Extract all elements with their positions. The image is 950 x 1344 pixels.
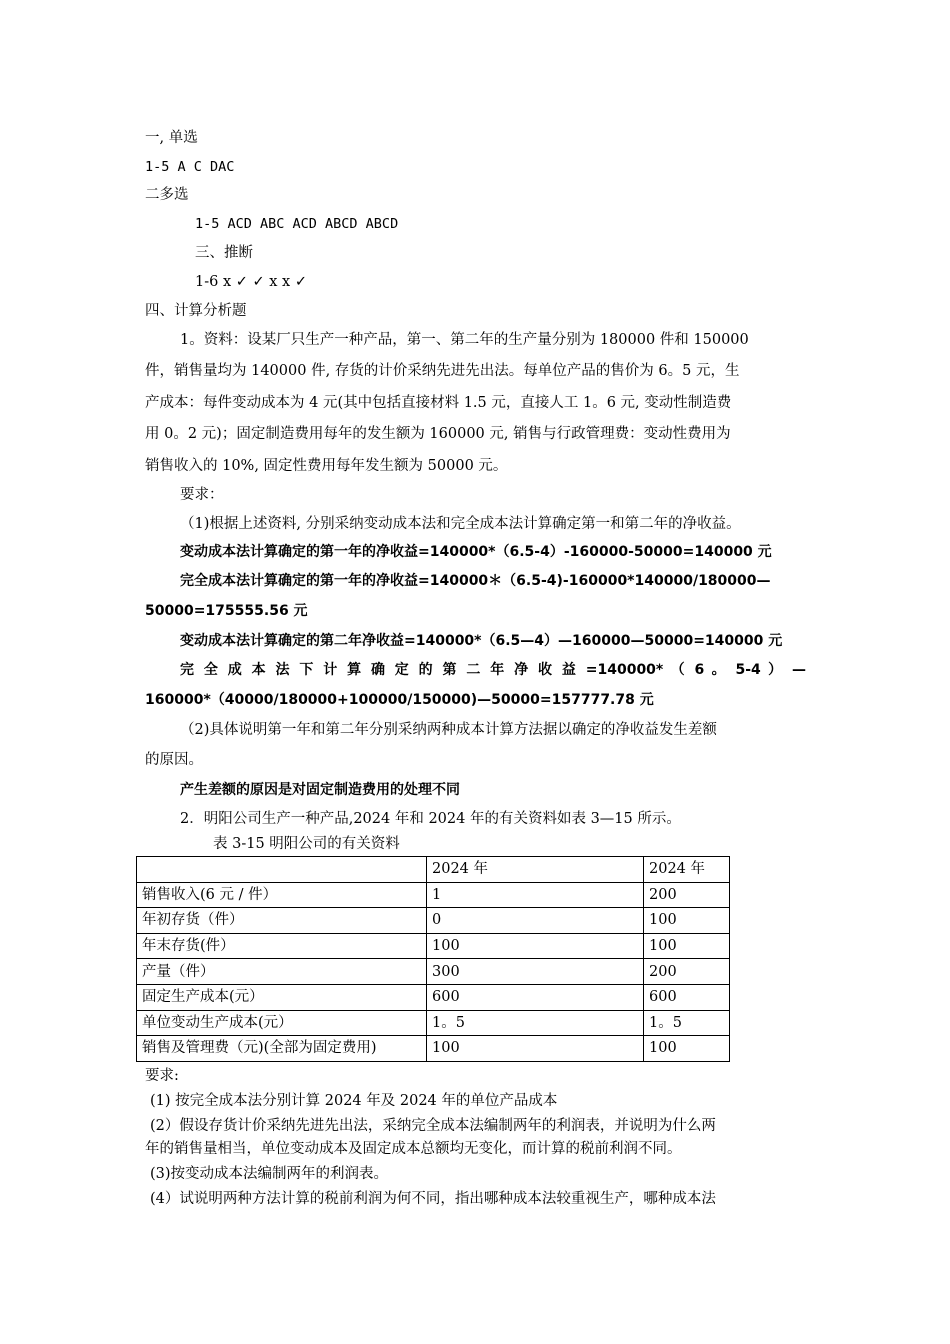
- table-row: [137, 908, 730, 934]
- table-cell: 单位变动生产成本(元）: [137, 1010, 427, 1036]
- section-3-title: 三、推断: [195, 245, 253, 261]
- table-header-cell: 2024 年: [427, 857, 644, 883]
- table-caption: 表 3-15 明阳公司的有关资料: [213, 836, 400, 852]
- table-cell: 100: [427, 933, 644, 959]
- q1-text-line: 件，销售量均为 140000 件, 存货的计价采纳先进先出法。每单位产品的售价为 6。5 元，生: [145, 363, 740, 379]
- q2-requirement: 年的销售量相当，单位变动成本及固定成本总额均无变化，而计算的税前利润不同。: [145, 1141, 682, 1157]
- table-cell: 产量（件）: [137, 959, 427, 985]
- table-cell: 300: [427, 959, 644, 985]
- data-table: [136, 856, 730, 1062]
- table-cell: 100: [427, 1036, 644, 1062]
- table-cell: 销售收入(6 元 / 件）: [137, 882, 427, 908]
- q2-requirement: (1) 按完全成本法分别计算 2024 年及 2024 年的单位产品成本: [150, 1093, 558, 1109]
- table-row: [137, 984, 730, 1010]
- q1-text-line: 用 0。2 元)；固定制造费用每年的发生额为 160000 元, 销售与行政管理费：变动性费用为: [145, 426, 731, 442]
- table-row: [137, 1036, 730, 1062]
- answer-line: 完全成本法计算确定的第一年的净收益=140000＊（6.5-4)-160000*140000/180000—: [180, 573, 771, 589]
- table-row: [137, 1010, 730, 1036]
- answer-line: 变动成本法计算确定的第一年的净收益=140000*（6.5-4）-160000-50000=140000 元: [180, 544, 772, 560]
- table-cell: 200: [644, 959, 730, 985]
- table-cell: 年初存货（件）: [137, 908, 427, 934]
- answer-line: 160000*（40000/180000+100000/150000)—50000=157777.78 元: [145, 692, 654, 708]
- table-header-cell: [137, 857, 427, 883]
- section-1-title: 一, 单选: [145, 130, 198, 146]
- table-row: [137, 959, 730, 985]
- q2-intro: 2．明阳公司生产一种产品,2024 年和 2024 年的有关资料如表 3—15 所示。: [180, 811, 681, 827]
- table-cell: 销售及管理费（元)(全部为固定费用): [137, 1036, 427, 1062]
- table-cell: 年末存货(件）: [137, 933, 427, 959]
- table-header-row: [137, 857, 730, 883]
- table-cell: 100: [644, 1036, 730, 1062]
- answer-line: 完 全 成 本 法 下 计 算 确 定 的 第 二 年 净 收 益 =140000* （ 6 。 5-4 ） —: [180, 662, 806, 678]
- table-cell: 600: [644, 984, 730, 1010]
- table-cell: 200: [644, 882, 730, 908]
- q1-requirement-2: 的原因。: [145, 752, 203, 768]
- section-2-answers: 1-5 ACD ABC ACD ABCD ABCD: [195, 216, 399, 232]
- answer-2: 产生差额的原因是对固定制造费用的处理不同: [180, 782, 460, 798]
- answer-line: 50000=175555.56 元: [145, 603, 308, 619]
- q2-requirement: (2）假设存货计价采纳先进先出法，采纳完全成本法编制两年的利润表，并说明为什么两: [150, 1118, 716, 1134]
- section-3-answers: 1-6 x ✓ ✓ x x ✓: [195, 274, 307, 290]
- table-row: [137, 933, 730, 959]
- q1-text-line: 产成本：每件变动成本为 4 元(其中包括直接材料 1.5 元，直接人工 1。6 元, 变动性制造费: [145, 395, 732, 411]
- section-2-title: 二多选: [145, 187, 189, 203]
- section-4-title: 四、计算分析题: [145, 303, 247, 319]
- answer-line: 变动成本法计算确定的第二年净收益=140000*（6.5—4）—160000—50000=140000 元: [180, 633, 783, 649]
- table-cell: 1。5: [644, 1010, 730, 1036]
- q1-requirement-2: （2)具体说明第一年和第二年分别采纳两种成本计算方法据以确定的净收益发生差额: [180, 722, 717, 738]
- table-row: [137, 882, 730, 908]
- table-cell: 1: [427, 882, 644, 908]
- q1-requirement-1: （1)根据上述资料, 分别采纳变动成本法和完全成本法计算确定第一和第二年的净收益。: [180, 516, 741, 532]
- requirement-label: 要求：: [180, 487, 224, 503]
- q2-requirement: (4）试说明两种方法计算的税前利润为何不同，指出哪种成本法较重视生产，哪种成本法: [150, 1191, 716, 1207]
- table-cell: 100: [644, 908, 730, 934]
- table-header-cell: 2024 年: [644, 857, 730, 883]
- table-cell: 1。5: [427, 1010, 644, 1036]
- table-cell: 固定生产成本(元）: [137, 984, 427, 1010]
- section-1-answers: 1-5 A C DAC: [145, 159, 235, 175]
- q2-requirement: (3)按变动成本法编制两年的利润表。: [150, 1166, 389, 1182]
- q2-requirement-label: 要求:: [145, 1068, 179, 1084]
- table-cell: 600: [427, 984, 644, 1010]
- table-cell: 0: [427, 908, 644, 934]
- q1-text-line: 1。资料：设某厂只生产一种产品，第一、第二年的生产量分别为 180000 件和 150000: [180, 332, 749, 348]
- q1-text-line: 销售收入的 10%, 固定性费用每年发生额为 50000 元。: [145, 458, 508, 474]
- table-cell: 100: [644, 933, 730, 959]
